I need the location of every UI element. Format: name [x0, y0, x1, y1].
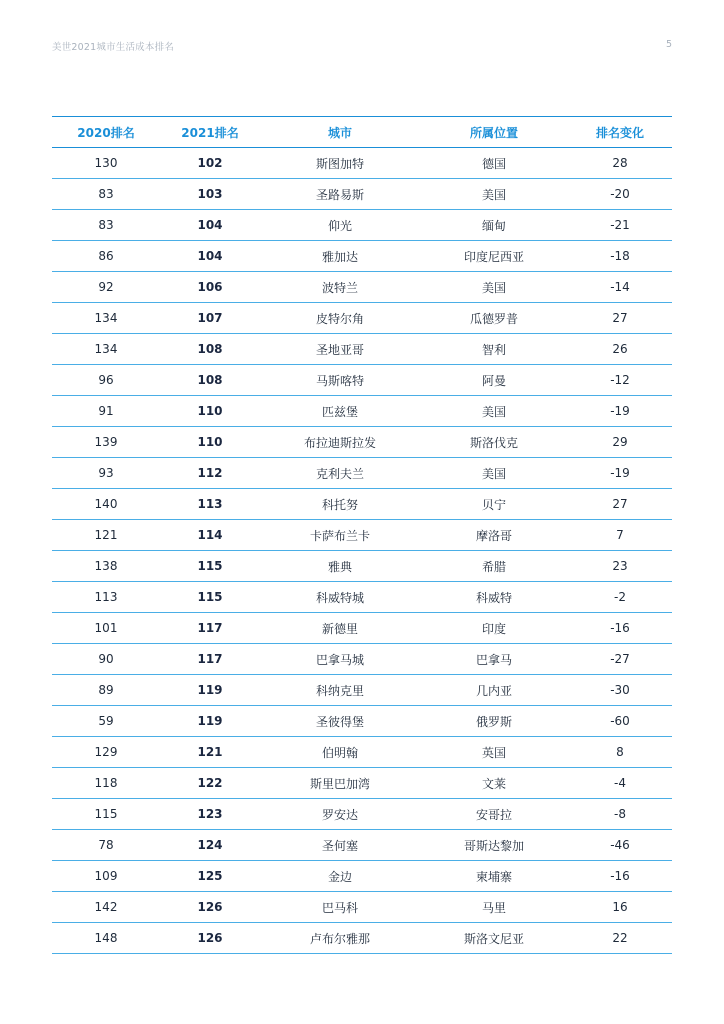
cell-2020-rank: 130 — [52, 148, 160, 179]
table-row — [52, 210, 672, 241]
cell-location: 文莱 — [420, 768, 568, 799]
table-row — [52, 489, 672, 520]
cell-city: 布拉迪斯拉发 — [260, 427, 420, 458]
cell-2021-rank: 115 — [160, 582, 260, 613]
table-row — [52, 334, 672, 365]
cell-location: 美国 — [420, 272, 568, 303]
cell-2021-rank: 102 — [160, 148, 260, 179]
cell-2021-rank: 121 — [160, 737, 260, 768]
cell-rank-change: -4 — [568, 768, 672, 799]
cell-2020-rank: 134 — [52, 334, 160, 365]
cell-2021-rank: 125 — [160, 861, 260, 892]
table-row — [52, 396, 672, 427]
cell-2021-rank: 112 — [160, 458, 260, 489]
cell-2021-rank: 119 — [160, 675, 260, 706]
cell-2020-rank: 96 — [52, 365, 160, 396]
table-row — [52, 303, 672, 334]
cell-location: 柬埔寨 — [420, 861, 568, 892]
cell-rank-change: -19 — [568, 458, 672, 489]
cell-2021-rank: 113 — [160, 489, 260, 520]
cell-2021-rank: 103 — [160, 179, 260, 210]
cell-2020-rank: 93 — [52, 458, 160, 489]
table-row — [52, 427, 672, 458]
cell-location: 美国 — [420, 396, 568, 427]
cell-2021-rank: 106 — [160, 272, 260, 303]
cell-city: 斯里巴加湾 — [260, 768, 420, 799]
cell-2020-rank: 142 — [52, 892, 160, 923]
cell-city: 卡萨布兰卡 — [260, 520, 420, 551]
cell-2021-rank: 104 — [160, 241, 260, 272]
table-row — [52, 582, 672, 613]
table-row — [52, 551, 672, 582]
cell-rank-change: -20 — [568, 179, 672, 210]
cell-2021-rank: 115 — [160, 551, 260, 582]
cell-location: 希腊 — [420, 551, 568, 582]
column-header-location: 所属位置 — [420, 117, 568, 148]
cell-rank-change: -46 — [568, 830, 672, 861]
table-row — [52, 148, 672, 179]
cell-2020-rank: 138 — [52, 551, 160, 582]
cell-location: 缅甸 — [420, 210, 568, 241]
cell-2020-rank: 140 — [52, 489, 160, 520]
cell-city: 科纳克里 — [260, 675, 420, 706]
cell-location: 哥斯达黎加 — [420, 830, 568, 861]
cell-location: 美国 — [420, 179, 568, 210]
cell-2020-rank: 92 — [52, 272, 160, 303]
cell-rank-change: -60 — [568, 706, 672, 737]
cell-city: 伯明翰 — [260, 737, 420, 768]
cell-2020-rank: 115 — [52, 799, 160, 830]
table-body — [52, 148, 672, 954]
cell-location: 斯洛伐克 — [420, 427, 568, 458]
cell-rank-change: 29 — [568, 427, 672, 458]
cell-rank-change: 27 — [568, 489, 672, 520]
cell-city: 圣地亚哥 — [260, 334, 420, 365]
cell-rank-change: -12 — [568, 365, 672, 396]
cell-location: 马里 — [420, 892, 568, 923]
cell-2020-rank: 86 — [52, 241, 160, 272]
cell-rank-change: 27 — [568, 303, 672, 334]
table-row — [52, 365, 672, 396]
running-header: 美世2021城市生活成本排名 — [52, 42, 174, 53]
cell-rank-change: -18 — [568, 241, 672, 272]
cell-city: 巴拿马城 — [260, 644, 420, 675]
cell-2021-rank: 108 — [160, 334, 260, 365]
cell-city: 金边 — [260, 861, 420, 892]
column-header-city: 城市 — [260, 117, 420, 148]
cell-city: 克利夫兰 — [260, 458, 420, 489]
cell-city: 科托努 — [260, 489, 420, 520]
cell-2021-rank: 108 — [160, 365, 260, 396]
cell-city: 圣何塞 — [260, 830, 420, 861]
table-row — [52, 706, 672, 737]
cell-location: 瓜德罗普 — [420, 303, 568, 334]
cell-2021-rank: 104 — [160, 210, 260, 241]
cell-city: 科威特城 — [260, 582, 420, 613]
cell-2021-rank: 123 — [160, 799, 260, 830]
cell-2021-rank: 117 — [160, 613, 260, 644]
cell-city: 圣彼得堡 — [260, 706, 420, 737]
cell-rank-change: 28 — [568, 148, 672, 179]
cell-city: 雅加达 — [260, 241, 420, 272]
cell-location: 阿曼 — [420, 365, 568, 396]
table-row — [52, 892, 672, 923]
table-header — [52, 117, 672, 148]
cell-2020-rank: 83 — [52, 179, 160, 210]
cell-city: 马斯喀特 — [260, 365, 420, 396]
cell-2020-rank: 139 — [52, 427, 160, 458]
table-row — [52, 520, 672, 551]
cell-location: 德国 — [420, 148, 568, 179]
cell-city: 仰光 — [260, 210, 420, 241]
cell-2020-rank: 113 — [52, 582, 160, 613]
cell-city: 卢布尔雅那 — [260, 923, 420, 954]
cell-city: 匹兹堡 — [260, 396, 420, 427]
cell-location: 摩洛哥 — [420, 520, 568, 551]
cell-location: 几内亚 — [420, 675, 568, 706]
cell-location: 斯洛文尼亚 — [420, 923, 568, 954]
cell-2021-rank: 110 — [160, 427, 260, 458]
table-row — [52, 613, 672, 644]
cell-2021-rank: 107 — [160, 303, 260, 334]
cell-rank-change: 7 — [568, 520, 672, 551]
cell-city: 波特兰 — [260, 272, 420, 303]
cell-2021-rank: 119 — [160, 706, 260, 737]
cell-city: 罗安达 — [260, 799, 420, 830]
table-row — [52, 179, 672, 210]
ranking-table — [52, 116, 672, 954]
column-header-2021-rank: 2021排名 — [160, 117, 260, 148]
cell-location: 安哥拉 — [420, 799, 568, 830]
cell-2020-rank: 148 — [52, 923, 160, 954]
cell-rank-change: -19 — [568, 396, 672, 427]
cell-2020-rank: 109 — [52, 861, 160, 892]
cell-city: 巴马科 — [260, 892, 420, 923]
table-row — [52, 241, 672, 272]
cell-rank-change: 8 — [568, 737, 672, 768]
cell-location: 俄罗斯 — [420, 706, 568, 737]
cell-2021-rank: 110 — [160, 396, 260, 427]
cell-2021-rank: 124 — [160, 830, 260, 861]
cell-rank-change: 22 — [568, 923, 672, 954]
cell-location: 智利 — [420, 334, 568, 365]
table-row — [52, 923, 672, 954]
cell-rank-change: -16 — [568, 861, 672, 892]
cell-2020-rank: 90 — [52, 644, 160, 675]
table-row — [52, 830, 672, 861]
cell-city: 斯图加特 — [260, 148, 420, 179]
cell-rank-change: -2 — [568, 582, 672, 613]
cell-location: 英国 — [420, 737, 568, 768]
cell-2021-rank: 126 — [160, 892, 260, 923]
cell-rank-change: -8 — [568, 799, 672, 830]
cell-2020-rank: 121 — [52, 520, 160, 551]
table-row — [52, 799, 672, 830]
cell-2020-rank: 129 — [52, 737, 160, 768]
cell-2021-rank: 122 — [160, 768, 260, 799]
table-row — [52, 272, 672, 303]
cell-location: 巴拿马 — [420, 644, 568, 675]
cell-rank-change: 23 — [568, 551, 672, 582]
header-row — [52, 117, 672, 148]
cell-2020-rank: 101 — [52, 613, 160, 644]
cell-2021-rank: 117 — [160, 644, 260, 675]
cell-2020-rank: 134 — [52, 303, 160, 334]
table-row — [52, 458, 672, 489]
cell-2020-rank: 59 — [52, 706, 160, 737]
cell-rank-change: -21 — [568, 210, 672, 241]
cell-2020-rank: 91 — [52, 396, 160, 427]
table-row — [52, 737, 672, 768]
table-row — [52, 861, 672, 892]
cell-rank-change: -27 — [568, 644, 672, 675]
cell-2021-rank: 114 — [160, 520, 260, 551]
cell-location: 印度尼西亚 — [420, 241, 568, 272]
cell-city: 圣路易斯 — [260, 179, 420, 210]
cell-city: 新德里 — [260, 613, 420, 644]
column-header-rank-change: 排名变化 — [568, 117, 672, 148]
cell-location: 科威特 — [420, 582, 568, 613]
cell-city: 皮特尔角 — [260, 303, 420, 334]
cell-rank-change: -16 — [568, 613, 672, 644]
cell-rank-change: 16 — [568, 892, 672, 923]
column-header-2020-rank: 2020排名 — [52, 117, 160, 148]
cell-2020-rank: 78 — [52, 830, 160, 861]
cell-location: 印度 — [420, 613, 568, 644]
cell-rank-change: -30 — [568, 675, 672, 706]
cell-rank-change: -14 — [568, 272, 672, 303]
cell-location: 贝宁 — [420, 489, 568, 520]
table-row — [52, 675, 672, 706]
cell-2020-rank: 118 — [52, 768, 160, 799]
cell-2021-rank: 126 — [160, 923, 260, 954]
cell-location: 美国 — [420, 458, 568, 489]
page-number: 5 — [665, 39, 672, 50]
cell-city: 雅典 — [260, 551, 420, 582]
cell-2020-rank: 89 — [52, 675, 160, 706]
cell-2020-rank: 83 — [52, 210, 160, 241]
cell-rank-change: 26 — [568, 334, 672, 365]
table-row — [52, 644, 672, 675]
table-row — [52, 768, 672, 799]
